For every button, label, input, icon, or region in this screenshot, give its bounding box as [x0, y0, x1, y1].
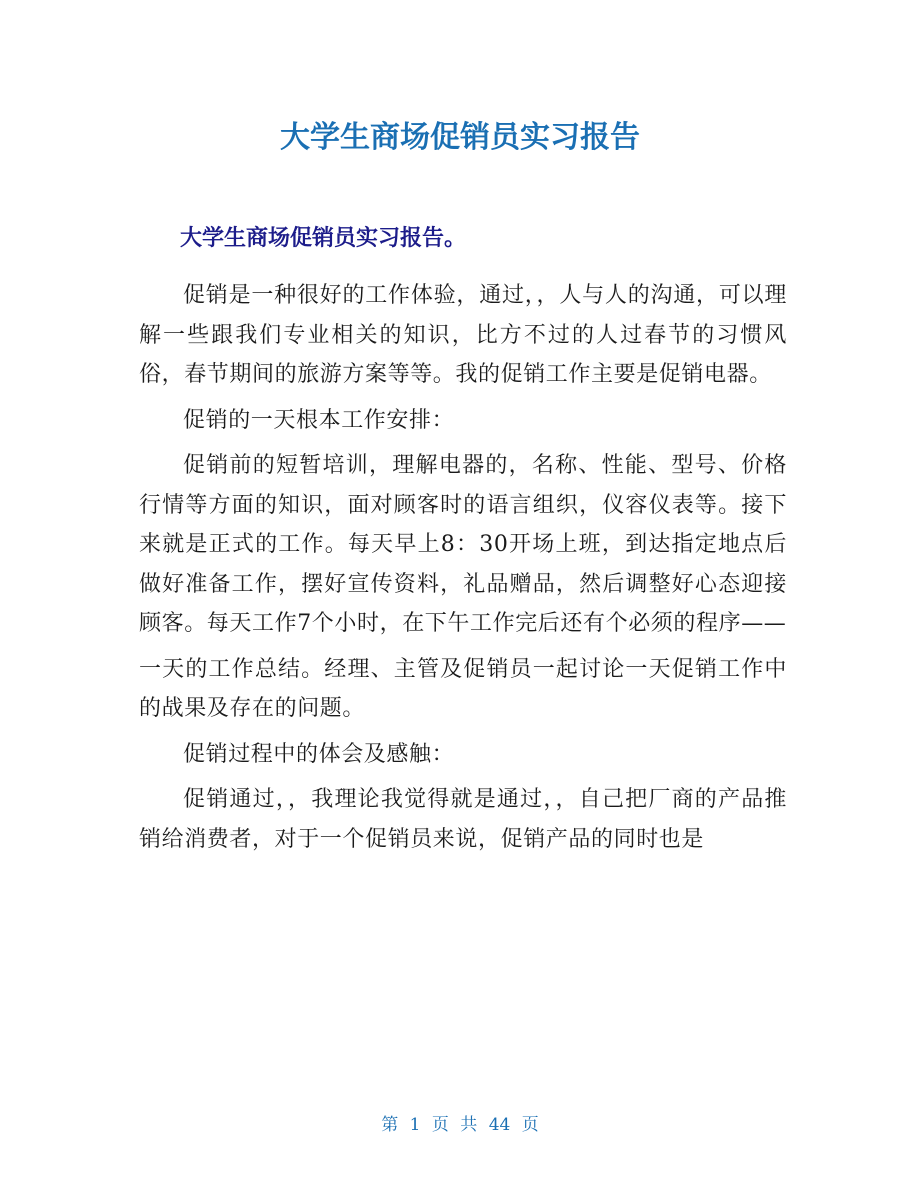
paragraph-feelings: 促销通过，，我理论我觉得就是通过，，自己把厂商的产品推销给消费者，对于一个促销员来说，促销产品的同时也是	[139, 787, 787, 852]
paragraph-schedule-heading: 促销的一天根本工作安排：	[183, 407, 455, 433]
page-number: 第 1 页 共 44 页	[381, 1115, 539, 1135]
body-text	[139, 276, 787, 865]
paragraph-intro: 促销是一种很好的工作体验，通过，，人与人的沟通，可以理解一些跟我们专业相关的知识，比方不过的人过春节的习惯风俗，春节期间的旅游方案等等。我的促销工作主要是促销电器。	[139, 283, 787, 387]
section-heading: 大学生商场促销员实习报告。	[180, 226, 467, 251]
paragraph-summary: 一天的工作总结。经理、主管及促销员一起讨论一天促销工作中的战果及存在的问题。	[139, 656, 787, 721]
paragraph-schedule: 促销前的短暂培训，理解电器的，名称、性能、型号、价格行情等方面的知识，面对顾客时的语言组织，仪容仪表等。接下来就是正式的工作。每天早上8：30开场上班，到达指定地点后做好准备工作，摆好宣传资料，礼品赠品，然后调整好心态迎接顾客。每天工作7个小时，在下午工作完后还有个必须的程序——	[139, 453, 787, 636]
page-title: 大学生商场促销员实习报告	[280, 120, 640, 155]
paragraph-feelings-heading: 促销过程中的体会及感触：	[183, 741, 455, 767]
